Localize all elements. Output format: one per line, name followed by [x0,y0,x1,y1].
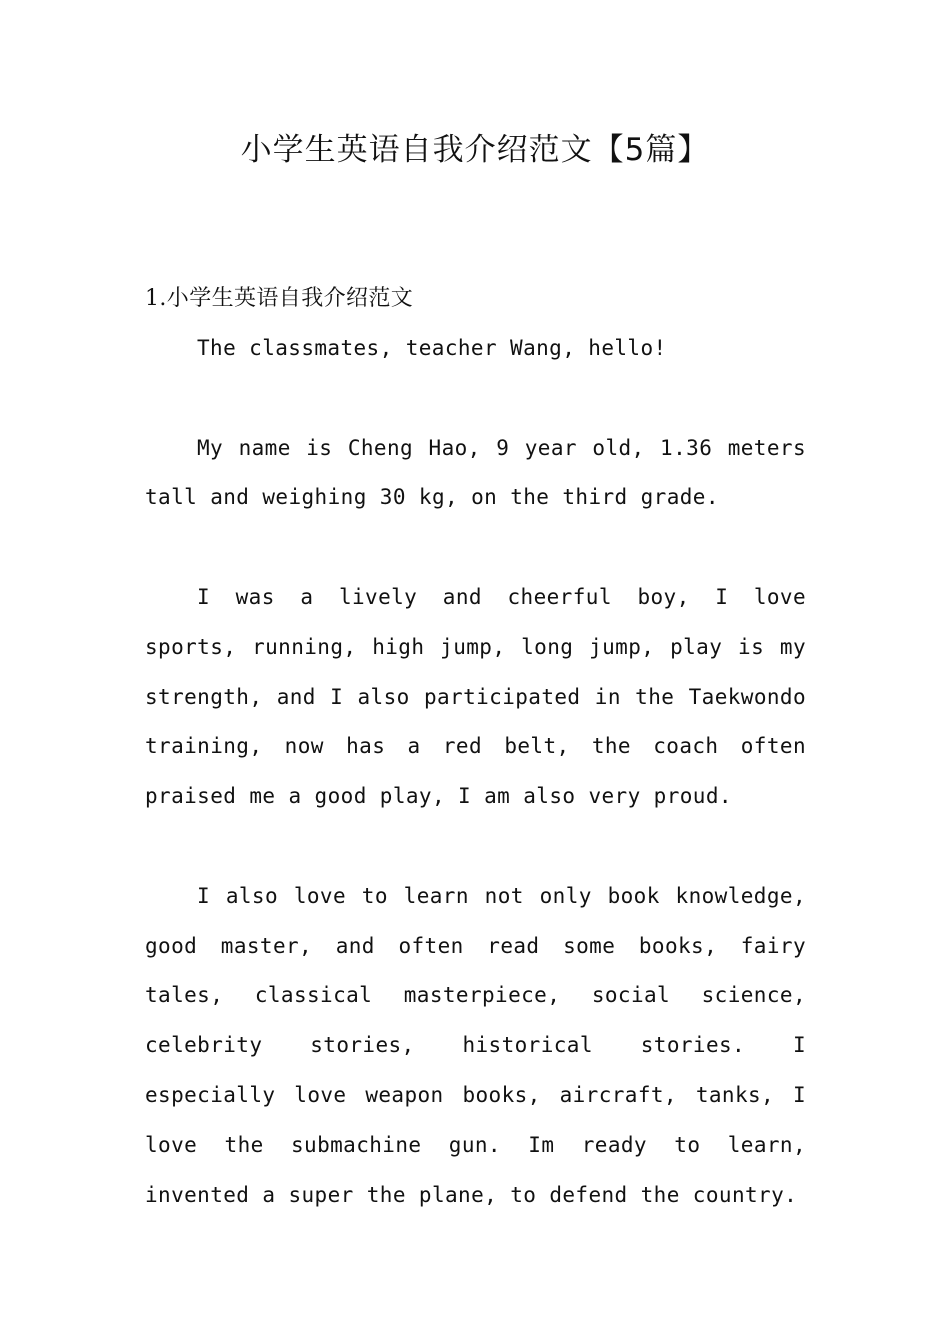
paragraph-learning: I also love to learn not only book knowledge, good master, and often read some books, fairy tales, classical masterpiece, social science, celebrity stories, historical stories. I especially love weapon books, aircraft, tanks, I love the submachine gun. Im ready to learn, invented a super the plane, to defend the country. [145,883,806,1207]
paragraph-name-info: My name is Cheng Hao, 9 year old, 1.36 meters tall and weighing 30 kg, on the third grade. [145,435,806,510]
document-body [145,278,806,1270]
paragraph-sports: I was a lively and cheerful boy, I love sports, running, high jump, long jump, play is my strength, and I also participated in the Taekwondo training, now has a red belt, the coach often praised me a good play, I am also very proud. [145,584,806,809]
document-title: 小学生英语自我介绍范文【5篇】 [240,132,710,168]
paragraph-greeting: The classmates, teacher Wang, hello! [197,336,667,360]
section-heading: 1.小学生英语自我介绍范文 [145,286,414,311]
